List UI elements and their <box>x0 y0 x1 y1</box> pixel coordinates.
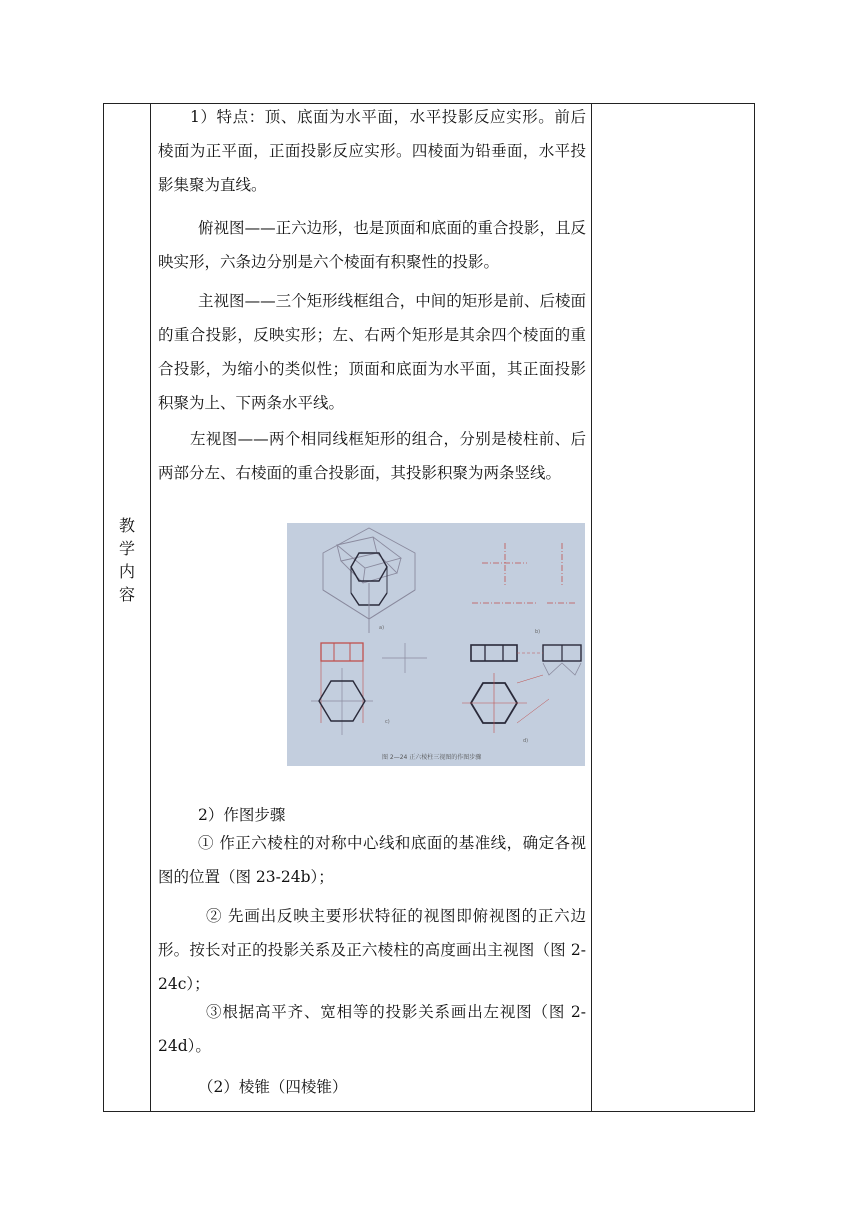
step-1: ① 作正六棱柱的对称中心线和底面的基准线，确定各视图的位置（图 23-24b）； <box>158 834 586 886</box>
row-label-char: 教 <box>118 516 135 535</box>
step-2: ② 先画出反映主要形状特征的视图即俯视图的正六边形。按长对正的投影关系及正六棱柱的高度画出主视图（图 2-24c）； <box>158 907 586 993</box>
row-label-teaching-content <box>104 514 150 606</box>
row-label-char: 容 <box>118 585 135 604</box>
figure-label: d) <box>523 738 529 744</box>
lesson-table <box>103 103 755 1112</box>
row-label-char: 学 <box>118 539 135 558</box>
row-label-char: 内 <box>118 562 135 581</box>
figure-label: b) <box>535 629 541 635</box>
row-label-cell <box>104 104 150 1111</box>
figure-d-views <box>462 645 581 733</box>
paragraph-left-view: 左视图——两个相同线框矩形的组合，分别是棱柱前、后两部分左、右棱面的重合投影面，其投影积聚为两条竖线。 <box>158 430 586 482</box>
steps-heading: 2）作图步骤 <box>198 806 286 824</box>
hexagonal-prism-figure <box>287 523 585 766</box>
figure-drawing <box>287 523 585 766</box>
figure-c-views <box>311 643 427 735</box>
figure-caption: 图 2—24 正六棱柱三视图的作图步骤 <box>382 754 482 761</box>
figure-label: c) <box>385 719 390 725</box>
figure-label: a) <box>379 625 385 631</box>
column-divider <box>150 104 151 1111</box>
column-divider <box>591 104 592 1111</box>
paragraph-front-view: 主视图——三个矩形线框组合，中间的矩形是前、后棱面的重合投影，反映实形；左、右两个矩形是其余四个棱面的重合投影，为缩小的类似性；顶面和底面为水平面，其正面投影积聚为上、下两条水平线。 <box>158 292 586 412</box>
figure-a-isometric <box>323 528 415 633</box>
paragraph-features: 1）特点：顶、底面为水平面，水平投影反应实形。前后棱面为正平面，正面投影反应实形。四棱面为铅垂面，水平投影集聚为直线。 <box>158 108 586 194</box>
section-heading-pyramid: （2）棱锥（四棱锥） <box>198 1078 348 1096</box>
step-3: ③根据高平齐、宽相等的投影关系画出左视图（图 2-24d）。 <box>158 1003 586 1055</box>
figure-b-centerlines <box>472 543 577 603</box>
paragraph-top-view: 俯视图——正六边形，也是顶面和底面的重合投影，且反映实形，六条边分别是六个棱面有积聚性的投影。 <box>158 219 586 271</box>
